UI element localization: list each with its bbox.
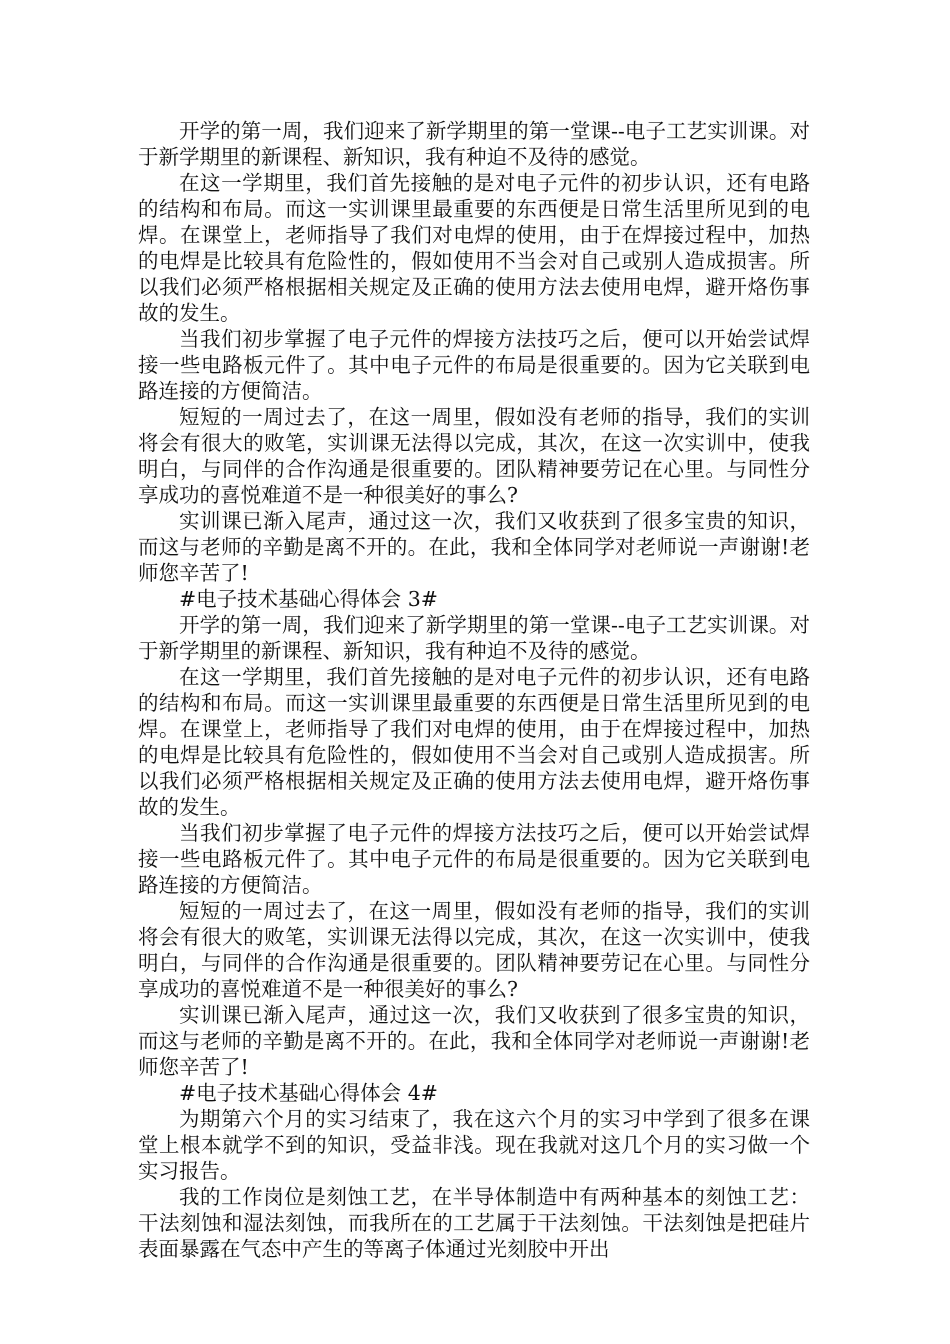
paragraph: 我的工作岗位是刻蚀工艺，在半导体制造中有两种基本的刻蚀工艺：干法刻蚀和湿法刻蚀，而我所在的工艺属于干法刻蚀。干法刻蚀是把硅片表面暴露在气态中产生的等离子体通过光刻胶中开出 xyxy=(138,1185,810,1261)
document-page xyxy=(138,118,810,1262)
paragraph: 当我们初步掌握了电子元件的焊接方法技巧之后，便可以开始尝试焊接一些电路板元件了。其中电子元件的布局是很重要的。因为它关联到电路连接的方便简洁。 xyxy=(138,327,810,403)
paragraph: 开学的第一周，我们迎来了新学期里的第一堂课--电子工艺实训课。对于新学期里的新课程、新知识，我有种迫不及待的感觉。 xyxy=(138,613,810,663)
paragraph: 为期第六个月的实习结束了，我在这六个月的实习中学到了很多在课堂上根本就学不到的知识，受益非浅。现在我就对这几个月的实习做一个实习报告。 xyxy=(138,1107,810,1183)
paragraph: 当我们初步掌握了电子元件的焊接方法技巧之后，便可以开始尝试焊接一些电路板元件了。其中电子元件的布局是很重要的。因为它关联到电路连接的方便简洁。 xyxy=(138,821,810,897)
paragraph: 在这一学期里，我们首先接触的是对电子元件的初步认识，还有电路的结构和布局。而这一实训课里最重要的东西便是日常生活里所见到的电焊。在课堂上，老师指导了我们对电焊的使用，由于在焊接过程中，加热的电焊是比较具有危险性的，假如使用不当会对自己或别人造成损害。所以我们必须严格根据相关规定及正确的使用方法去使用电焊，避开烙伤事故的发生。 xyxy=(138,665,810,819)
section-heading: #电子技术基础心得体会 4# xyxy=(179,1081,438,1105)
paragraph: 实训课已渐入尾声，通过这一次，我们又收获到了很多宝贵的知识，而这与老师的辛勤是离不开的。在此，我和全体同学对老师说一声谢谢!老师您辛苦了! xyxy=(138,1003,810,1079)
paragraph: 短短的一周过去了，在这一周里，假如没有老师的指导，我们的实训将会有很大的败笔，实训课无法得以完成，其次，在这一次实训中，使我明白，与同伴的合作沟通是很重要的。团队精神要劳记在心里。与同性分享成功的喜悦难道不是一种很美好的事么? xyxy=(138,899,810,1001)
paragraph: 短短的一周过去了，在这一周里，假如没有老师的指导，我们的实训将会有很大的败笔，实训课无法得以完成，其次，在这一次实训中，使我明白，与同伴的合作沟通是很重要的。团队精神要劳记在心里。与同性分享成功的喜悦难道不是一种很美好的事么? xyxy=(138,405,810,507)
paragraph: 在这一学期里，我们首先接触的是对电子元件的初步认识，还有电路的结构和布局。而这一实训课里最重要的东西便是日常生活里所见到的电焊。在课堂上，老师指导了我们对电焊的使用，由于在焊接过程中，加热的电焊是比较具有危险性的，假如使用不当会对自己或别人造成损害。所以我们必须严格根据相关规定及正确的使用方法去使用电焊，避开烙伤事故的发生。 xyxy=(138,171,810,325)
section-heading: #电子技术基础心得体会 3# xyxy=(179,587,438,611)
paragraph: 实训课已渐入尾声，通过这一次，我们又收获到了很多宝贵的知识，而这与老师的辛勤是离不开的。在此，我和全体同学对老师说一声谢谢!老师您辛苦了! xyxy=(138,509,810,585)
paragraph: 开学的第一周，我们迎来了新学期里的第一堂课--电子工艺实训课。对于新学期里的新课程、新知识，我有种迫不及待的感觉。 xyxy=(138,119,810,169)
